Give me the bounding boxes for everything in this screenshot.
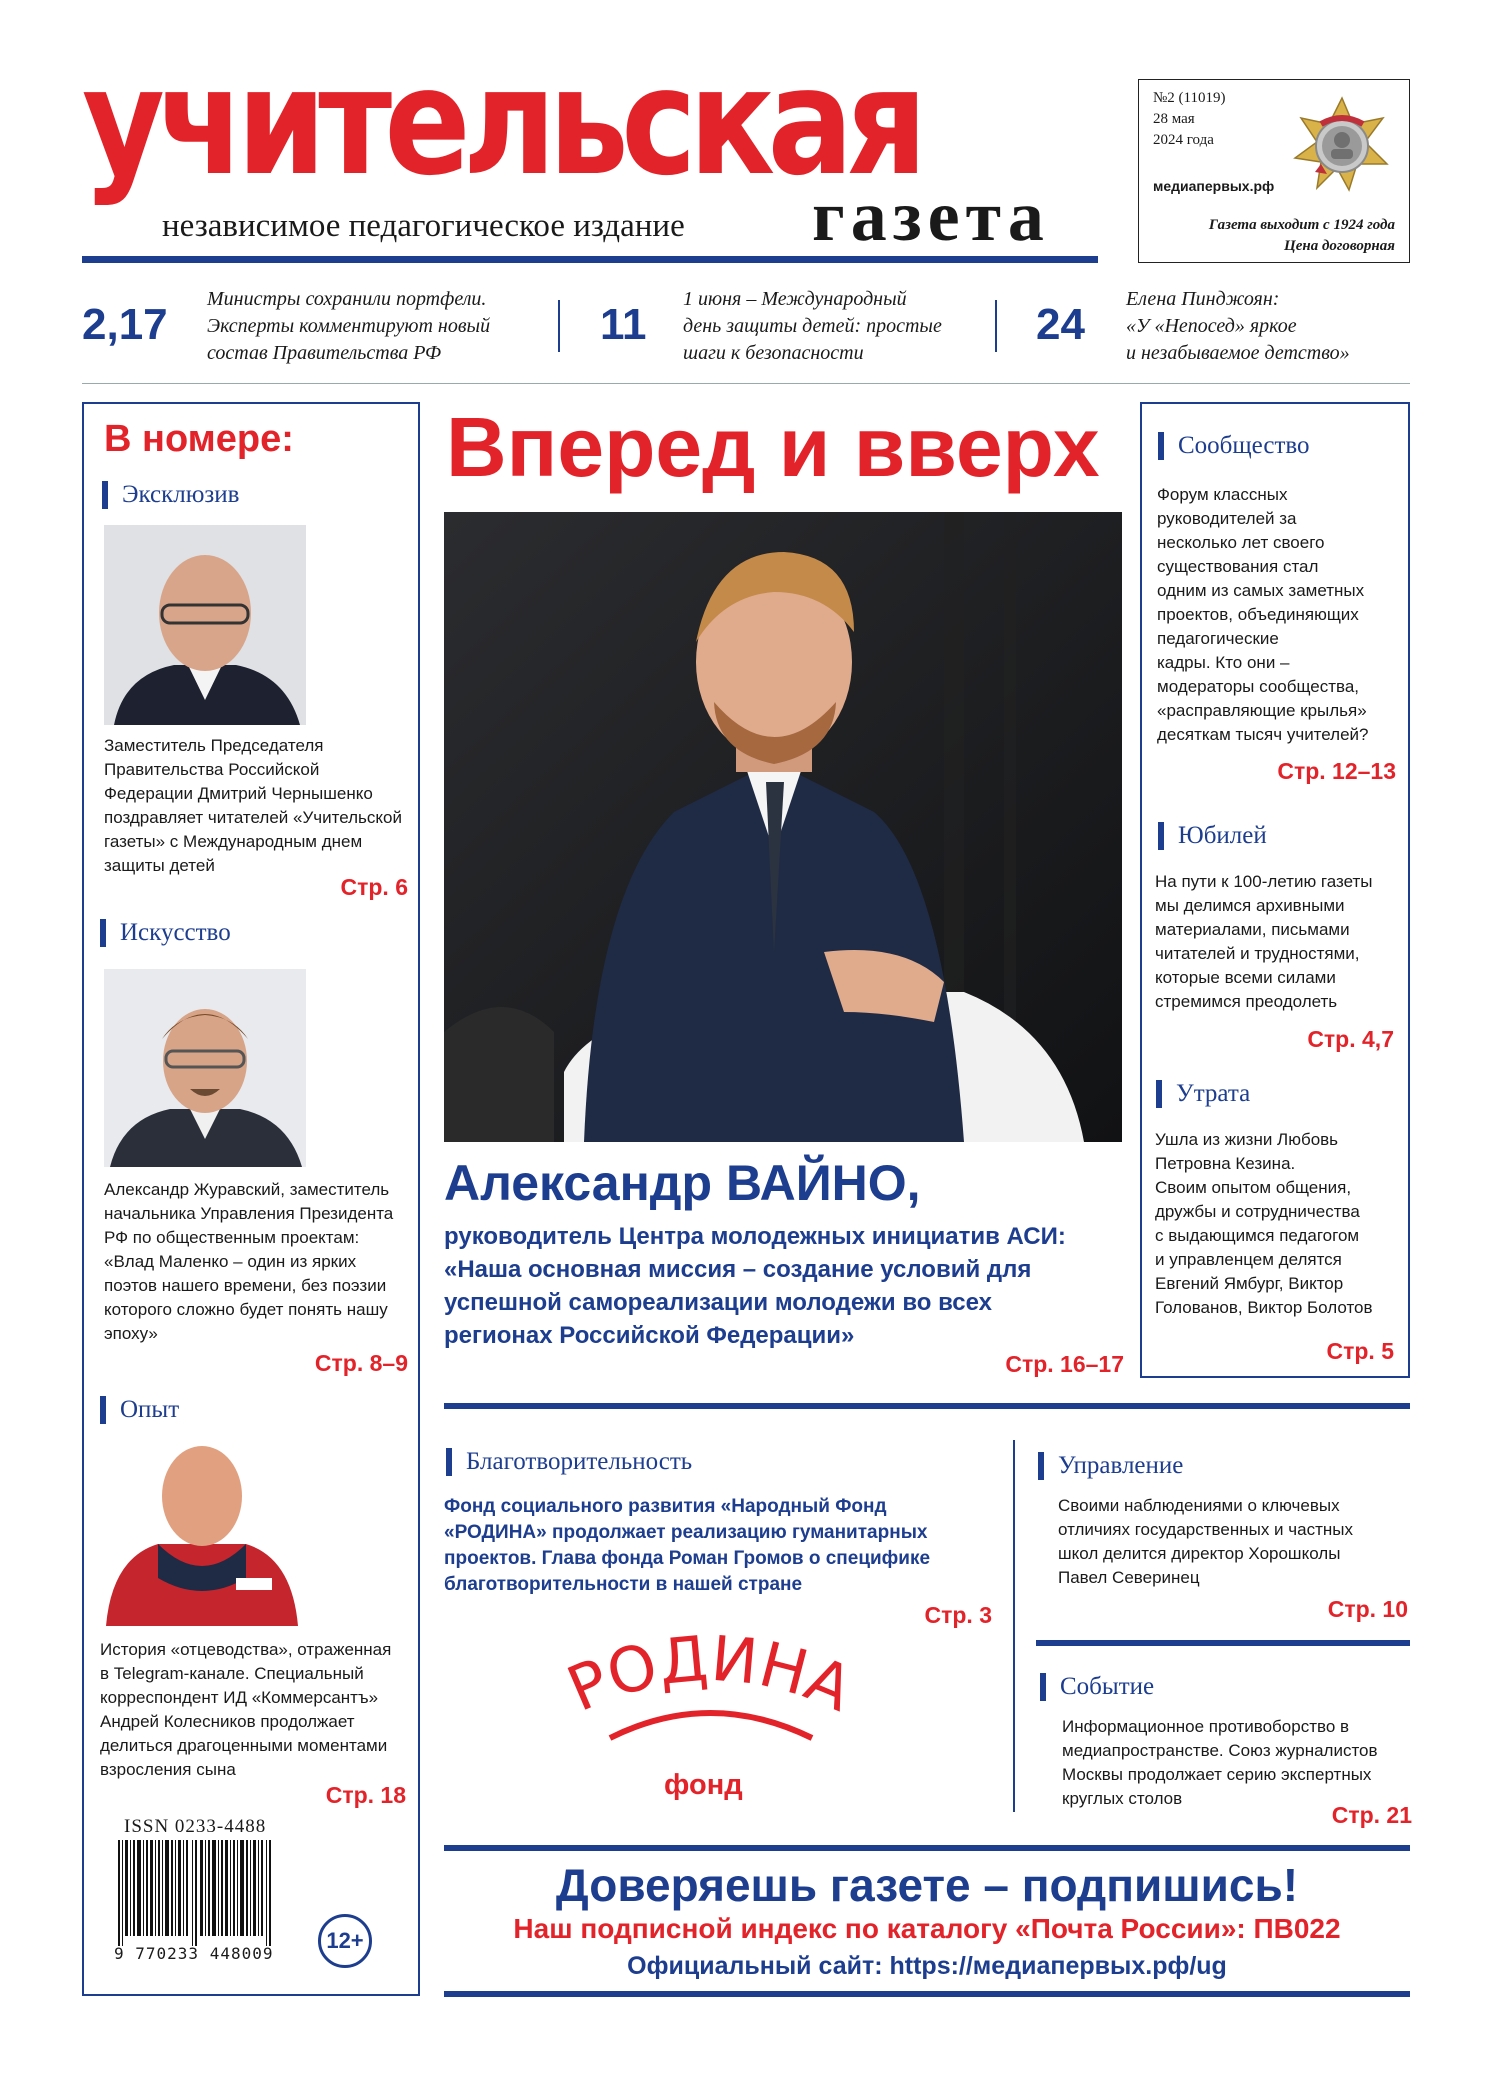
text-line: проектов. Глава фонда Роман Громов о специфике: [444, 1548, 931, 1569]
text-line: руководителей за: [1157, 509, 1297, 528]
subscribe-headline: Доверяешь газете – подпишись!: [555, 1859, 1299, 1911]
masthead-gazeta: газета: [812, 176, 1050, 256]
text-line: взросления сына: [100, 1760, 236, 1779]
text-line: Федерации Дмитрий Чернышенко: [104, 784, 373, 803]
rubric-experience: Опыт: [100, 1396, 179, 1424]
masthead-subtitle: независимое педагогическое издание: [162, 208, 685, 244]
bottom-right-rule: [1036, 1640, 1410, 1646]
in-this-issue-heading: В номере:: [104, 418, 294, 460]
text-line: Правительства Российской: [104, 760, 320, 779]
rodina-logo-sub: фонд: [664, 1769, 743, 1801]
rubric-event: Событие: [1040, 1673, 1154, 1701]
text-line: Голованов, Виктор Болотов: [1155, 1298, 1373, 1317]
teaser-line: состав Правительства РФ: [207, 342, 442, 364]
rubric-jubilee: Юбилей: [1158, 822, 1267, 850]
photo-zhuravsky: [104, 969, 306, 1167]
barcode-icon: [114, 1840, 278, 1946]
text-line: Своими наблюдениями о ключевых: [1058, 1496, 1340, 1515]
text-line: «Влад Маленко – один из ярких: [104, 1252, 357, 1271]
teaser-line: Эксперты комментируют новый: [207, 315, 491, 337]
main-portrait-photo-icon: [444, 512, 1122, 1142]
text-line: несколько лет своего: [1157, 533, 1325, 552]
rubric-community: Сообщество: [1158, 432, 1310, 460]
text-line: мы делимся архивными: [1155, 896, 1345, 915]
rubric-management: Управление: [1038, 1452, 1183, 1480]
event-text: [1062, 1715, 1408, 1811]
teaser-1-text: [207, 286, 490, 367]
charity-page-ref: Стр. 3: [924, 1602, 992, 1628]
exclusive-page-ref: Стр. 6: [340, 874, 408, 900]
rubric-loss: Утрата: [1156, 1080, 1250, 1108]
quote-line: успешной самореализации молодежи во всех: [444, 1289, 992, 1316]
subscribe-index: Наш подписной индекс по каталогу «Почта России»: ПВ022: [513, 1913, 1341, 1944]
text-line: Заместитель Председателя: [104, 736, 324, 755]
jubilee-text: [1155, 870, 1405, 1014]
photo-chernyshenko: [104, 525, 306, 725]
teaser-line: «У «Непосед» яркое: [1126, 315, 1297, 337]
issn: ISSN 0233-4488: [124, 1816, 267, 1837]
text-line: отличиях государственных и частных: [1058, 1520, 1353, 1539]
teaser-line: Министры сохранили портфели.: [207, 288, 487, 310]
person-role: руководитель Центра молодежных инициатив АСИ:: [444, 1223, 1066, 1250]
teaser-rule: [82, 383, 1410, 384]
teaser-line: шаги к безопасности: [683, 342, 864, 364]
text-line: стремимся преодолеть: [1155, 992, 1338, 1011]
text-line: газеты» с Международным днем: [104, 832, 363, 851]
text-line: медиапространстве. Союз журналистов: [1062, 1741, 1378, 1760]
text-line: Москвы продолжает серию экспертных: [1062, 1765, 1372, 1784]
loss-page-ref: Стр. 5: [1326, 1338, 1394, 1364]
issue-date-year: 2024 года: [1153, 132, 1214, 148]
exclusive-text: [104, 734, 419, 878]
bottom-divider: [1013, 1440, 1015, 1812]
text-line: в Telegram-канале. Специальный: [100, 1664, 364, 1683]
text-line: читателей и трудностями,: [1155, 944, 1360, 963]
rodina-logo-icon: [540, 1618, 880, 1788]
feature-page-ref: Стр. 16–17: [1005, 1351, 1124, 1377]
text-line: Петровна Кезина.: [1155, 1154, 1296, 1173]
text-line: «расправляющие крылья»: [1157, 701, 1367, 720]
teaser-3-text: [1126, 286, 1350, 367]
text-line: кадры. Кто они –: [1157, 653, 1290, 672]
text-line: Павел Северинец: [1058, 1568, 1200, 1587]
text-line: эпоху»: [104, 1324, 158, 1343]
person-quote-block: [444, 1220, 1124, 1352]
text-line: десяткам тысяч учителей?: [1157, 725, 1369, 744]
text-line: защиты детей: [104, 856, 215, 875]
rubric-exclusive: Эксклюзив: [102, 481, 239, 509]
issue-info-box: [1138, 79, 1410, 263]
text-line: Своим опытом общения,: [1155, 1178, 1352, 1197]
jubilee-page-ref: Стр. 4,7: [1307, 1026, 1394, 1052]
text-line: РФ по общественным проектам:: [104, 1228, 360, 1247]
text-line: Информационное противоборство в: [1062, 1717, 1350, 1736]
issue-since-text: Газета выходит с 1924 года: [1208, 217, 1395, 233]
teaser-2-pages: 11: [600, 300, 647, 349]
headline: Вперед и вверх: [446, 400, 1100, 494]
issue-site: медиапервых.рф: [1153, 178, 1275, 194]
teaser-divider: [995, 300, 997, 352]
text-line: существования стал: [1157, 557, 1319, 576]
masthead-title: учительская: [82, 36, 920, 208]
charity-text: [444, 1494, 1004, 1598]
rubric-art: Искусство: [100, 919, 231, 947]
barcode: [114, 1840, 278, 1964]
text-line: Андрей Колесников продолжает: [100, 1712, 355, 1731]
quote-line: «Наша основная миссия – создание условий для: [444, 1256, 1032, 1283]
text-line: педагогические: [1157, 629, 1279, 648]
community-text: [1157, 483, 1407, 747]
text-line: материалами, письмами: [1155, 920, 1350, 939]
teaser-line: и незабываемое детство»: [1126, 342, 1350, 364]
portrait-photo-icon: [104, 525, 306, 725]
text-line: школ делится директор Хорошколы: [1058, 1544, 1341, 1563]
experience-page-ref: Стр. 18: [325, 1782, 406, 1808]
teaser-2-text: [683, 286, 942, 367]
text-line: Евгений Ямбург, Виктор: [1155, 1274, 1344, 1293]
text-line: которого сложно будет понять нашу: [104, 1300, 388, 1319]
text-line: круглых столов: [1062, 1789, 1183, 1808]
barcode-digits: 9 770233 448009: [114, 1944, 274, 1963]
management-text: [1058, 1494, 1408, 1590]
text-line: На пути к 100-летию газеты: [1155, 872, 1373, 891]
text-line: благотворительности в нашей стране: [444, 1574, 803, 1595]
subscribe-top-rule: [444, 1845, 1410, 1851]
portrait-photo-icon: [106, 1428, 298, 1626]
text-line: делиться драгоценными моментами: [100, 1736, 388, 1755]
text-line: Фонд социального развития «Народный Фонд: [444, 1496, 887, 1517]
text-line: поэтов нашего времени, без поэзии: [104, 1276, 387, 1295]
order-of-lenin-icon: [1287, 94, 1397, 194]
rodina-logo-word: РОДИНА: [557, 1621, 863, 1726]
text-line: проектов, объединяющих: [1157, 605, 1359, 624]
teaser-divider: [558, 300, 560, 352]
text-line: дружбы и сотрудничества: [1155, 1202, 1360, 1221]
issue-price: Цена договорная: [1284, 238, 1395, 254]
loss-text: [1155, 1128, 1405, 1320]
text-line: Ушла из жизни Любовь: [1155, 1130, 1339, 1149]
management-page-ref: Стр. 10: [1327, 1596, 1408, 1622]
text-line: одним из самых заметных: [1157, 581, 1365, 600]
issue-details: [1153, 88, 1226, 151]
teaser-line: 1 июня – Международный: [683, 288, 907, 310]
text-line: начальника Управления Президента: [104, 1204, 394, 1223]
portrait-photo-icon: [104, 969, 306, 1167]
text-line: с выдающимся педагогом: [1155, 1226, 1360, 1245]
issue-date-day: 28 мая: [1153, 111, 1195, 127]
issue-number: №2 (11019): [1153, 90, 1226, 106]
text-line: которые всеми силами: [1155, 968, 1336, 987]
community-page-ref: Стр. 12–13: [1277, 758, 1396, 784]
teaser-line: день защиты детей: простые: [683, 315, 942, 337]
rubric-charity: Благотворительность: [446, 1448, 692, 1476]
text-line: Александр Журавский, заместитель: [104, 1180, 390, 1199]
teaser-3-pages: 24: [1036, 300, 1085, 349]
masthead-underline: [82, 256, 1098, 263]
art-page-ref: Стр. 8–9: [314, 1350, 408, 1376]
text-line: и управленцем делятся: [1155, 1250, 1342, 1269]
experience-text: [100, 1638, 415, 1782]
person-name: Александр ВАЙНО,: [444, 1155, 921, 1211]
text-line: История «отцеводства», отраженная: [100, 1640, 392, 1659]
section-rule: [444, 1403, 1410, 1409]
art-text: [104, 1178, 419, 1346]
text-line: корреспондент ИД «Коммерсантъ»: [100, 1688, 379, 1707]
text-line: Форум классных: [1157, 485, 1288, 504]
photo-kolesnikov: [106, 1428, 298, 1626]
text-line: модераторы сообщества,: [1157, 677, 1360, 696]
issue-since: [1209, 215, 1395, 257]
event-page-ref: Стр. 21: [1331, 1802, 1412, 1828]
subscribe-bottom-rule: [444, 1991, 1410, 1997]
photo-vaino: [444, 512, 1122, 1142]
quote-line: регионах Российской Федерации»: [444, 1322, 855, 1349]
teaser-line: Елена Пинджоян:: [1126, 288, 1280, 310]
subscribe-site[interactable]: Официальный сайт: https://медиапервых.рф/ug: [627, 1952, 1227, 1980]
text-line: «РОДИНА» продолжает реализацию гуманитарных: [444, 1522, 928, 1543]
text-line: поздравляет читателей «Учительской: [104, 808, 402, 827]
age-rating-badge: 12+: [318, 1914, 372, 1968]
teaser-1-pages: 2,17: [82, 300, 168, 349]
